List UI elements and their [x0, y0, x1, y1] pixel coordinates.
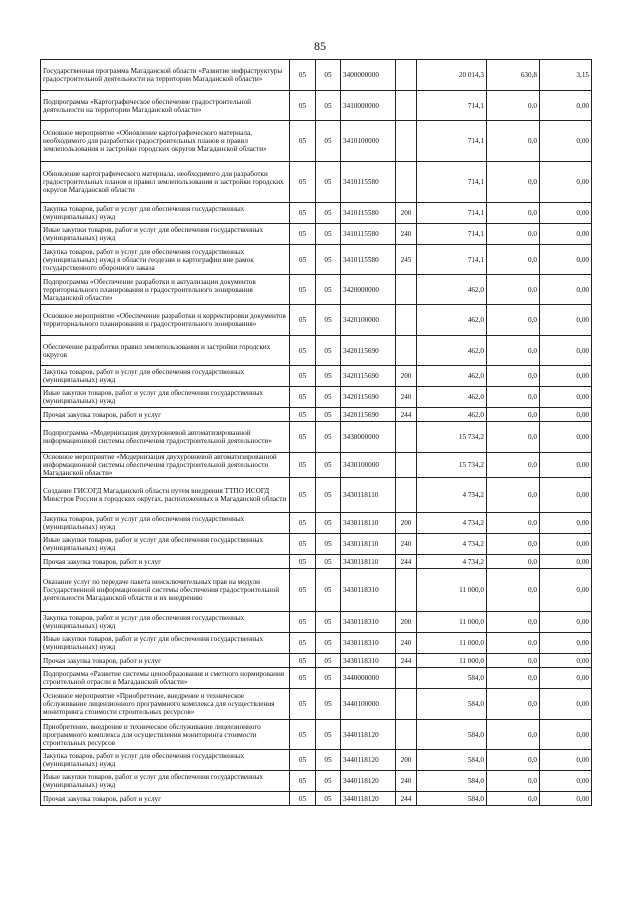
row-amount-plan-cell: 462,0	[417, 366, 487, 387]
row-section-cell: 05	[290, 668, 316, 689]
row-section-cell: 05	[290, 422, 316, 453]
row-expense-type-cell: 240	[396, 387, 417, 408]
row-percent-cell: 0,00	[540, 336, 592, 366]
row-expense-type-cell	[396, 569, 417, 612]
row-amount-plan-cell: 462,0	[417, 305, 487, 336]
table-row	[41, 224, 592, 245]
row-amount-plan-cell: 714,1	[417, 162, 487, 203]
row-amount-plan-cell: 714,1	[417, 203, 487, 224]
row-subsection-cell: 05	[316, 422, 341, 453]
row-amount-actual-cell: 0,0	[487, 305, 540, 336]
row-name-cell: Подпрограмма «Обеспечение разработки и актуализации документов территориального планирования и градостроительного зонирования Магаданской области»	[41, 275, 290, 305]
table-row	[41, 162, 592, 203]
row-target-article-cell: 3440118120	[341, 771, 396, 792]
row-section-cell: 05	[290, 387, 316, 408]
row-amount-actual-cell: 630,8	[487, 60, 540, 91]
row-percent-cell: 0,00	[540, 366, 592, 387]
row-amount-actual-cell: 0,0	[487, 555, 540, 569]
table-row	[41, 612, 592, 633]
row-subsection-cell: 05	[316, 689, 341, 720]
row-target-article-cell: 3440000000	[341, 668, 396, 689]
row-section-cell: 05	[290, 203, 316, 224]
row-target-article-cell: 3430118310	[341, 569, 396, 612]
row-amount-actual-cell: 0,0	[487, 336, 540, 366]
row-amount-plan-cell: 11 000,0	[417, 654, 487, 668]
row-section-cell: 05	[290, 771, 316, 792]
row-section-cell: 05	[290, 121, 316, 162]
row-subsection-cell: 05	[316, 792, 341, 806]
table-row	[41, 366, 592, 387]
row-amount-actual-cell: 0,0	[487, 569, 540, 612]
row-percent-cell: 0,00	[540, 245, 592, 275]
table-row	[41, 534, 592, 555]
row-name-cell: Прочая закупка товаров, работ и услуг	[41, 654, 290, 668]
row-target-article-cell: 3420100000	[341, 305, 396, 336]
row-expense-type-cell: 200	[396, 203, 417, 224]
row-amount-actual-cell: 0,0	[487, 203, 540, 224]
row-target-article-cell: 3430118110	[341, 513, 396, 534]
row-name-cell: Закупка товаров, работ и услуг для обеспечения государственных (муниципальных) нужд	[41, 513, 290, 534]
table-row	[41, 633, 592, 654]
table-row	[41, 720, 592, 750]
row-expense-type-cell: 245	[396, 245, 417, 275]
row-amount-plan-cell: 462,0	[417, 275, 487, 305]
row-expense-type-cell	[396, 689, 417, 720]
row-percent-cell: 0,00	[540, 668, 592, 689]
row-expense-type-cell: 200	[396, 612, 417, 633]
row-amount-actual-cell: 0,0	[487, 408, 540, 422]
row-target-article-cell: 3410000000	[341, 91, 396, 121]
row-section-cell: 05	[290, 60, 316, 91]
row-expense-type-cell	[396, 422, 417, 453]
row-expense-type-cell: 244	[396, 654, 417, 668]
row-percent-cell: 0,00	[540, 633, 592, 654]
row-expense-type-cell	[396, 668, 417, 689]
table-row	[41, 121, 592, 162]
row-amount-actual-cell: 0,0	[487, 633, 540, 654]
page-number: 85	[314, 39, 326, 53]
row-subsection-cell: 05	[316, 534, 341, 555]
row-section-cell: 05	[290, 478, 316, 513]
table-row	[41, 203, 592, 224]
row-section-cell: 05	[290, 555, 316, 569]
row-target-article-cell: 3430000000	[341, 422, 396, 453]
row-expense-type-cell	[396, 275, 417, 305]
row-name-cell: Закупка товаров, работ и услуг для обеспечения государственных (муниципальных) нужд	[41, 750, 290, 771]
row-name-cell: Основное мероприятие «Обновление картографического материала, необходимого для разработки градостроительных планов и правил землепользования и застройки городских округов Магаданской области»	[41, 121, 290, 162]
row-subsection-cell: 05	[316, 633, 341, 654]
row-percent-cell: 0,00	[540, 689, 592, 720]
row-amount-actual-cell: 0,0	[487, 792, 540, 806]
row-name-cell: Закупка товаров, работ и услуг для обеспечения государственных (муниципальных) нужд	[41, 366, 290, 387]
row-amount-actual-cell: 0,0	[487, 612, 540, 633]
row-expense-type-cell	[396, 60, 417, 91]
row-percent-cell: 3,15	[540, 60, 592, 91]
row-target-article-cell: 3410115580	[341, 162, 396, 203]
row-amount-plan-cell: 714,1	[417, 245, 487, 275]
row-name-cell: Прочая закупка товаров, работ и услуг	[41, 408, 290, 422]
row-target-article-cell: 3430100000	[341, 453, 396, 478]
row-name-cell: Закупка товаров, работ и услуг для обеспечения государственных (муниципальных) нужд	[41, 203, 290, 224]
row-target-article-cell: 3440100000	[341, 689, 396, 720]
row-expense-type-cell: 240	[396, 224, 417, 245]
row-percent-cell: 0,00	[540, 387, 592, 408]
row-amount-actual-cell: 0,0	[487, 121, 540, 162]
row-percent-cell: 0,00	[540, 121, 592, 162]
row-amount-plan-cell: 462,0	[417, 408, 487, 422]
row-subsection-cell: 05	[316, 654, 341, 668]
row-amount-plan-cell: 714,1	[417, 121, 487, 162]
row-subsection-cell: 05	[316, 387, 341, 408]
row-target-article-cell: 3430118110	[341, 478, 396, 513]
row-subsection-cell: 05	[316, 478, 341, 513]
table-row	[41, 336, 592, 366]
row-percent-cell: 0,00	[540, 224, 592, 245]
row-percent-cell: 0,00	[540, 162, 592, 203]
row-expense-type-cell	[396, 305, 417, 336]
row-percent-cell: 0,00	[540, 792, 592, 806]
row-expense-type-cell: 200	[396, 750, 417, 771]
row-percent-cell: 0,00	[540, 569, 592, 612]
row-target-article-cell: 3430118310	[341, 633, 396, 654]
row-expense-type-cell: 244	[396, 792, 417, 806]
row-section-cell: 05	[290, 633, 316, 654]
row-subsection-cell: 05	[316, 453, 341, 478]
table-row	[41, 478, 592, 513]
row-expense-type-cell: 200	[396, 366, 417, 387]
row-section-cell: 05	[290, 224, 316, 245]
row-expense-type-cell	[396, 121, 417, 162]
row-percent-cell: 0,00	[540, 771, 592, 792]
row-expense-type-cell	[396, 720, 417, 750]
row-percent-cell: 0,00	[540, 750, 592, 771]
row-name-cell: Подпрограмма «Развитие системы ценообразования и сметного нормирования строительной отрасли в Магаданской области»	[41, 668, 290, 689]
row-amount-actual-cell: 0,0	[487, 654, 540, 668]
row-section-cell: 05	[290, 91, 316, 121]
row-percent-cell: 0,00	[540, 408, 592, 422]
table-row	[41, 569, 592, 612]
row-section-cell: 05	[290, 408, 316, 422]
row-percent-cell: 0,00	[540, 275, 592, 305]
row-subsection-cell: 05	[316, 203, 341, 224]
row-amount-actual-cell: 0,0	[487, 224, 540, 245]
row-section-cell: 05	[290, 534, 316, 555]
row-percent-cell: 0,00	[540, 422, 592, 453]
row-expense-type-cell: 200	[396, 513, 417, 534]
row-expense-type-cell	[396, 162, 417, 203]
table-row	[41, 305, 592, 336]
row-amount-actual-cell: 0,0	[487, 366, 540, 387]
row-subsection-cell: 05	[316, 750, 341, 771]
row-amount-plan-cell: 462,0	[417, 336, 487, 366]
row-amount-plan-cell: 15 734,2	[417, 453, 487, 478]
table-row	[41, 275, 592, 305]
row-name-cell: Иные закупки товаров, работ и услуг для обеспечения государственных (муниципальных) нужд	[41, 771, 290, 792]
table-row	[41, 453, 592, 478]
budget-table	[40, 59, 592, 806]
row-expense-type-cell	[396, 453, 417, 478]
row-expense-type-cell: 240	[396, 771, 417, 792]
table-row	[41, 513, 592, 534]
row-name-cell: Иные закупки товаров, работ и услуг для обеспечения государственных (муниципальных) нужд	[41, 387, 290, 408]
row-amount-plan-cell: 584,0	[417, 792, 487, 806]
row-target-article-cell: 3420115690	[341, 336, 396, 366]
row-amount-plan-cell: 11 000,0	[417, 612, 487, 633]
row-section-cell: 05	[290, 689, 316, 720]
row-subsection-cell: 05	[316, 121, 341, 162]
row-amount-plan-cell: 4 734,2	[417, 555, 487, 569]
row-amount-actual-cell: 0,0	[487, 668, 540, 689]
row-section-cell: 05	[290, 275, 316, 305]
row-amount-actual-cell: 0,0	[487, 275, 540, 305]
row-target-article-cell: 3440118120	[341, 792, 396, 806]
row-amount-actual-cell: 0,0	[487, 534, 540, 555]
row-name-cell: Оказание услуг по передаче пакета неисключительных прав на модули Государственной информационной системы обеспечения градостроительной деятельности Магаданской области и их внедрению	[41, 569, 290, 612]
row-percent-cell: 0,00	[540, 654, 592, 668]
table-row	[41, 654, 592, 668]
row-amount-plan-cell: 584,0	[417, 668, 487, 689]
row-target-article-cell: 3420000000	[341, 275, 396, 305]
row-section-cell: 05	[290, 245, 316, 275]
row-percent-cell: 0,00	[540, 453, 592, 478]
row-target-article-cell: 3430118110	[341, 534, 396, 555]
row-name-cell: Закупка товаров, работ и услуг для обеспечения государственных (муниципальных) нужд в области геодезии и картографии вне рамок государственного оборонного заказа	[41, 245, 290, 275]
row-subsection-cell: 05	[316, 60, 341, 91]
row-subsection-cell: 05	[316, 162, 341, 203]
row-amount-plan-cell: 584,0	[417, 771, 487, 792]
row-amount-actual-cell: 0,0	[487, 387, 540, 408]
row-target-article-cell: 3430118310	[341, 612, 396, 633]
row-amount-plan-cell: 584,0	[417, 750, 487, 771]
row-amount-actual-cell: 0,0	[487, 771, 540, 792]
row-target-article-cell: 3420115690	[341, 408, 396, 422]
row-expense-type-cell: 240	[396, 534, 417, 555]
row-name-cell: Подпрограмма «Картографическое обеспечение градостроительной деятельности на территории Магаданской области»	[41, 91, 290, 121]
table-row	[41, 792, 592, 806]
table-row	[41, 91, 592, 121]
row-percent-cell: 0,00	[540, 555, 592, 569]
row-section-cell: 05	[290, 162, 316, 203]
row-subsection-cell: 05	[316, 569, 341, 612]
row-amount-plan-cell: 11 000,0	[417, 569, 487, 612]
row-percent-cell: 0,00	[540, 478, 592, 513]
row-expense-type-cell	[396, 336, 417, 366]
table-body	[41, 60, 592, 806]
row-subsection-cell: 05	[316, 224, 341, 245]
row-percent-cell: 0,00	[540, 305, 592, 336]
row-name-cell: Государственная программа Магаданской области «Развитие инфраструктуры градостроительной деятельности на территории Магаданской области»	[41, 60, 290, 91]
row-name-cell: Основное мероприятие «Модернизация двухуровневой автоматизированной информационной системы обеспечения градостроительной деятельности Магаданской области»	[41, 453, 290, 478]
row-subsection-cell: 05	[316, 275, 341, 305]
table-row	[41, 245, 592, 275]
row-target-article-cell: 3440118120	[341, 720, 396, 750]
row-name-cell: Создание ГИСОГД Магаданской области путем внедрения ТТПО ИСОГД Минстроя России в городских округах, расположенных в Магаданской области	[41, 478, 290, 513]
row-target-article-cell: 3420115690	[341, 387, 396, 408]
row-subsection-cell: 05	[316, 91, 341, 121]
row-subsection-cell: 05	[316, 408, 341, 422]
row-section-cell: 05	[290, 336, 316, 366]
row-percent-cell: 0,00	[540, 534, 592, 555]
row-amount-actual-cell: 0,0	[487, 750, 540, 771]
row-section-cell: 05	[290, 453, 316, 478]
row-name-cell: Иные закупки товаров, работ и услуг для обеспечения государственных (муниципальных) нужд	[41, 633, 290, 654]
row-subsection-cell: 05	[316, 612, 341, 633]
row-percent-cell: 0,00	[540, 513, 592, 534]
row-target-article-cell: 3430118110	[341, 555, 396, 569]
row-expense-type-cell	[396, 478, 417, 513]
row-amount-plan-cell: 4 734,2	[417, 478, 487, 513]
row-target-article-cell: 3410100000	[341, 121, 396, 162]
row-percent-cell: 0,00	[540, 612, 592, 633]
row-subsection-cell: 05	[316, 366, 341, 387]
row-amount-plan-cell: 584,0	[417, 720, 487, 750]
row-expense-type-cell: 244	[396, 555, 417, 569]
row-expense-type-cell: 240	[396, 633, 417, 654]
table-row	[41, 750, 592, 771]
table-row	[41, 60, 592, 91]
row-name-cell: Обновление картографического материала, необходимого для разработки градостроительных планов и правил землепользования и застройки городских округов Магаданской области	[41, 162, 290, 203]
row-section-cell: 05	[290, 569, 316, 612]
row-subsection-cell: 05	[316, 771, 341, 792]
row-name-cell: Закупка товаров, работ и услуг для обеспечения государственных (муниципальных) нужд	[41, 612, 290, 633]
row-amount-actual-cell: 0,0	[487, 245, 540, 275]
row-amount-actual-cell: 0,0	[487, 689, 540, 720]
row-amount-plan-cell: 15 734,2	[417, 422, 487, 453]
row-percent-cell: 0,00	[540, 203, 592, 224]
table-row	[41, 422, 592, 453]
row-section-cell: 05	[290, 513, 316, 534]
row-amount-actual-cell: 0,0	[487, 478, 540, 513]
row-amount-plan-cell: 714,1	[417, 91, 487, 121]
row-amount-actual-cell: 0,0	[487, 720, 540, 750]
row-section-cell: 05	[290, 305, 316, 336]
row-percent-cell: 0,00	[540, 91, 592, 121]
table-row	[41, 668, 592, 689]
row-expense-type-cell: 244	[396, 408, 417, 422]
row-section-cell: 05	[290, 792, 316, 806]
row-target-article-cell: 3400000000	[341, 60, 396, 91]
row-subsection-cell: 05	[316, 305, 341, 336]
row-amount-actual-cell: 0,0	[487, 513, 540, 534]
row-subsection-cell: 05	[316, 555, 341, 569]
row-amount-actual-cell: 0,0	[487, 422, 540, 453]
row-amount-actual-cell: 0,0	[487, 453, 540, 478]
row-subsection-cell: 05	[316, 336, 341, 366]
row-name-cell: Иные закупки товаров, работ и услуг для обеспечения государственных (муниципальных) нужд	[41, 224, 290, 245]
row-amount-plan-cell: 4 734,2	[417, 534, 487, 555]
row-target-article-cell: 3410115580	[341, 203, 396, 224]
row-name-cell: Основное мероприятие «Приобретение, внедрение и техническое обслуживание лицензионного программного комплекса для осуществления мониторинга стоимости строительных ресурсов»	[41, 689, 290, 720]
row-target-article-cell: 3420115690	[341, 366, 396, 387]
row-amount-plan-cell: 584,0	[417, 689, 487, 720]
row-subsection-cell: 05	[316, 513, 341, 534]
row-percent-cell: 0,00	[540, 720, 592, 750]
row-section-cell: 05	[290, 654, 316, 668]
row-target-article-cell: 3440118120	[341, 750, 396, 771]
row-name-cell: Прочая закупка товаров, работ и услуг	[41, 792, 290, 806]
row-section-cell: 05	[290, 750, 316, 771]
row-section-cell: 05	[290, 612, 316, 633]
row-target-article-cell: 3430118310	[341, 654, 396, 668]
row-amount-actual-cell: 0,0	[487, 91, 540, 121]
row-expense-type-cell	[396, 91, 417, 121]
row-amount-plan-cell: 20 014,3	[417, 60, 487, 91]
row-section-cell: 05	[290, 366, 316, 387]
row-target-article-cell: 3410115580	[341, 224, 396, 245]
table-row	[41, 387, 592, 408]
row-subsection-cell: 05	[316, 720, 341, 750]
table-row	[41, 555, 592, 569]
row-amount-actual-cell: 0,0	[487, 162, 540, 203]
row-name-cell: Иные закупки товаров, работ и услуг для обеспечения государственных (муниципальных) нужд	[41, 534, 290, 555]
row-section-cell: 05	[290, 720, 316, 750]
row-amount-plan-cell: 714,1	[417, 224, 487, 245]
row-amount-plan-cell: 4 734,2	[417, 513, 487, 534]
table-row	[41, 771, 592, 792]
row-name-cell: Прочая закупка товаров, работ и услуг	[41, 555, 290, 569]
row-amount-plan-cell: 11 000,0	[417, 633, 487, 654]
row-subsection-cell: 05	[316, 668, 341, 689]
row-amount-plan-cell: 462,0	[417, 387, 487, 408]
table-row	[41, 408, 592, 422]
table-row	[41, 689, 592, 720]
row-subsection-cell: 05	[316, 245, 341, 275]
row-name-cell: Приобретение, внедрение и техническое обслуживание лицензионного программного комплекса для осуществления мониторинга стоимости строительных ресурсов	[41, 720, 290, 750]
row-name-cell: Подпрограмма «Модернизация двухуровневой автоматизированной информационной системы обеспечения градостроительной деятельности»	[41, 422, 290, 453]
row-name-cell: Обеспечение разработки правил землепользования и застройки городских округов	[41, 336, 290, 366]
row-name-cell: Основное мероприятие «Обеспечение разработки и корректировки документов территориального планирования и градостроительного зонирования»	[41, 305, 290, 336]
row-target-article-cell: 3410115580	[341, 245, 396, 275]
